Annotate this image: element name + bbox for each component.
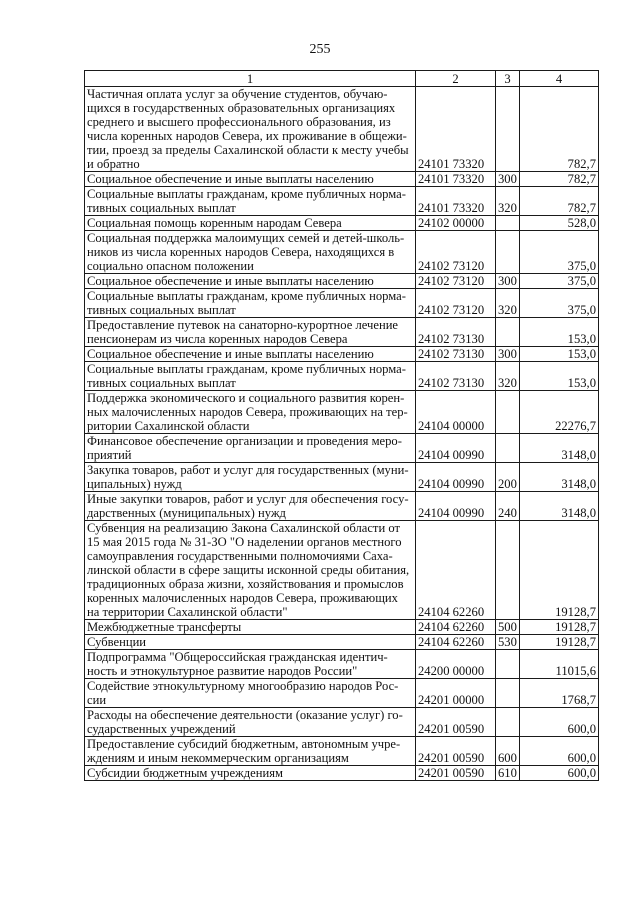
table-row — [85, 362, 599, 391]
row-name: Субсидии бюджетным учреждениям — [85, 766, 416, 781]
table-row — [85, 492, 599, 521]
row-name: Предоставление субсидий бюджетным, автономным учре- ждениям и иным некоммерческим организациям — [85, 737, 416, 766]
table-row — [85, 521, 599, 620]
row-code: 24104 62260 — [416, 635, 496, 650]
row-code: 24201 00000 — [416, 679, 496, 708]
row-amount: 3148,0 — [520, 434, 599, 463]
row-expense-type: 300 — [496, 274, 520, 289]
row-code: 24104 00000 — [416, 391, 496, 434]
row-code: 24102 73120 — [416, 289, 496, 318]
row-expense-type: 200 — [496, 463, 520, 492]
row-name: Социальная помощь коренным народам Севера — [85, 216, 416, 231]
row-amount: 19128,7 — [520, 521, 599, 620]
row-amount: 782,7 — [520, 172, 599, 187]
row-name: Финансовое обеспечение организации и проведения меро- приятий — [85, 434, 416, 463]
row-name: Содействие этнокультурному многообразию народов Рос- сии — [85, 679, 416, 708]
row-name: Закупка товаров, работ и услуг для государственных (муни- ципальных) нужд — [85, 463, 416, 492]
row-amount: 600,0 — [520, 766, 599, 781]
row-amount: 528,0 — [520, 216, 599, 231]
row-amount: 153,0 — [520, 318, 599, 347]
row-code: 24104 00990 — [416, 463, 496, 492]
row-amount: 3148,0 — [520, 492, 599, 521]
row-name: Социальное обеспечение и иные выплаты населению — [85, 347, 416, 362]
row-code: 24201 00590 — [416, 708, 496, 737]
row-code: 24102 00000 — [416, 216, 496, 231]
row-expense-type — [496, 521, 520, 620]
page-number: 255 — [309, 42, 331, 57]
row-expense-type — [496, 216, 520, 231]
row-expense-type: 600 — [496, 737, 520, 766]
row-expense-type: 530 — [496, 635, 520, 650]
row-amount: 22276,7 — [520, 391, 599, 434]
row-amount: 375,0 — [520, 274, 599, 289]
row-code: 24102 73130 — [416, 347, 496, 362]
row-name: Субвенция на реализацию Закона Сахалинской области от 15 мая 2015 года № 31-ЗО "О наделении органов местного самоуправления государственными полномочиями Саха- линской области в сфере защиты исконной среды обитания, традиционных образа жизни, хозяйствования и промыслов коренных малочисленных народов Севера, проживающих на территории Сахалинской области" — [85, 521, 416, 620]
row-expense-type — [496, 318, 520, 347]
row-code: 24102 73120 — [416, 231, 496, 274]
row-expense-type — [496, 391, 520, 434]
row-expense-type — [496, 434, 520, 463]
row-amount: 3148,0 — [520, 463, 599, 492]
row-code: 24101 73320 — [416, 187, 496, 216]
row-name: Расходы на обеспечение деятельности (оказание услуг) го- сударственных учреждений — [85, 708, 416, 737]
table-row — [85, 708, 599, 737]
row-amount: 600,0 — [520, 708, 599, 737]
table-row — [85, 766, 599, 781]
row-amount: 375,0 — [520, 231, 599, 274]
row-expense-type: 300 — [496, 347, 520, 362]
table-row — [85, 318, 599, 347]
table-row — [85, 216, 599, 231]
table-row — [85, 347, 599, 362]
row-code: 24104 62260 — [416, 620, 496, 635]
header-row — [85, 71, 599, 87]
row-expense-type: 240 — [496, 492, 520, 521]
header-col-1: 1 — [85, 71, 416, 87]
row-name: Частичная оплата услуг за обучение студентов, обучаю- щихся в государственных образовательных организациях среднего и высшего профессионального образования, из числа коренных народов Севера, их проживание в общежи- тии, проезд за пределы Сахалинской области к месту учебы и обратно — [85, 87, 416, 172]
row-code: 24104 62260 — [416, 521, 496, 620]
row-name: Социальное обеспечение и иные выплаты населению — [85, 274, 416, 289]
row-expense-type: 610 — [496, 766, 520, 781]
row-expense-type: 320 — [496, 362, 520, 391]
row-name: Социальные выплаты гражданам, кроме публичных норма- тивных социальных выплат — [85, 289, 416, 318]
row-expense-type: 320 — [496, 187, 520, 216]
header-col-3: 3 — [496, 71, 520, 87]
row-name: Поддержка экономического и социального развития корен- ных малочисленных народов Севера, проживающих на тер- ритории Сахалинской области — [85, 391, 416, 434]
table-row — [85, 434, 599, 463]
row-name: Подпрограмма "Общероссийская гражданская идентич- ность и этнокультурное развитие народов России" — [85, 650, 416, 679]
row-expense-type — [496, 231, 520, 274]
table-row — [85, 187, 599, 216]
row-code: 24104 00990 — [416, 492, 496, 521]
row-amount: 153,0 — [520, 362, 599, 391]
header-col-2: 2 — [416, 71, 496, 87]
row-expense-type — [496, 708, 520, 737]
row-amount: 1768,7 — [520, 679, 599, 708]
table-row — [85, 274, 599, 289]
row-name: Предоставление путевок на санаторно-курортное лечение пенсионерам из числа коренных народов Севера — [85, 318, 416, 347]
row-code: 24200 00000 — [416, 650, 496, 679]
table-row — [85, 289, 599, 318]
row-amount: 11015,6 — [520, 650, 599, 679]
row-code: 24201 00590 — [416, 766, 496, 781]
header-col-4: 4 — [520, 71, 599, 87]
row-expense-type: 300 — [496, 172, 520, 187]
row-code: 24101 73320 — [416, 87, 496, 172]
table-body — [85, 87, 599, 781]
budget-table — [84, 70, 599, 781]
row-code: 24201 00590 — [416, 737, 496, 766]
row-name: Иные закупки товаров, работ и услуг для обеспечения госу- дарственных (муниципальных) нужд — [85, 492, 416, 521]
table-row — [85, 172, 599, 187]
table-row — [85, 679, 599, 708]
row-amount: 782,7 — [520, 187, 599, 216]
table-row — [85, 231, 599, 274]
row-name: Социальная поддержка малоимущих семей и детей-школь- ников из числа коренных народов Севера, находящихся в социально опасном положении — [85, 231, 416, 274]
row-name: Социальные выплаты гражданам, кроме публичных норма- тивных социальных выплат — [85, 187, 416, 216]
row-amount: 153,0 — [520, 347, 599, 362]
row-expense-type — [496, 679, 520, 708]
table-row — [85, 87, 599, 172]
row-name: Субвенции — [85, 635, 416, 650]
row-code: 24102 73130 — [416, 318, 496, 347]
row-code: 24102 73130 — [416, 362, 496, 391]
row-expense-type — [496, 87, 520, 172]
table-row — [85, 463, 599, 492]
table-row — [85, 620, 599, 635]
table-row — [85, 391, 599, 434]
row-code: 24101 73320 — [416, 172, 496, 187]
table-row — [85, 737, 599, 766]
table-row — [85, 635, 599, 650]
table-row — [85, 650, 599, 679]
row-name: Социальные выплаты гражданам, кроме публичных норма- тивных социальных выплат — [85, 362, 416, 391]
row-amount: 782,7 — [520, 87, 599, 172]
row-code: 24102 73120 — [416, 274, 496, 289]
row-amount: 19128,7 — [520, 620, 599, 635]
row-name: Социальное обеспечение и иные выплаты населению — [85, 172, 416, 187]
row-amount: 19128,7 — [520, 635, 599, 650]
row-expense-type: 500 — [496, 620, 520, 635]
row-amount: 600,0 — [520, 737, 599, 766]
row-code: 24104 00990 — [416, 434, 496, 463]
row-amount: 375,0 — [520, 289, 599, 318]
row-name: Межбюджетные трансферты — [85, 620, 416, 635]
row-expense-type: 320 — [496, 289, 520, 318]
row-expense-type — [496, 650, 520, 679]
